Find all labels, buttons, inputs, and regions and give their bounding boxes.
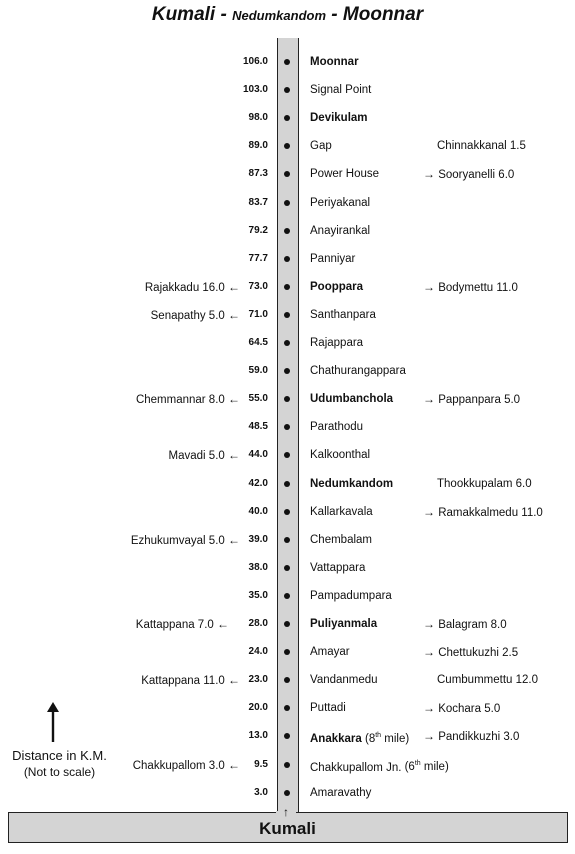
right-arrow-icon: → <box>423 645 435 660</box>
stop-row <box>0 757 575 773</box>
stop-dot-icon <box>284 256 290 262</box>
right-arrow-icon: → <box>423 617 435 631</box>
stop-dot-icon <box>284 762 290 768</box>
stop-dot-icon <box>284 312 290 318</box>
title-via: Nedumkandom <box>232 8 327 23</box>
stop-dot-icon <box>284 424 290 430</box>
origin-label: Kumali <box>259 819 316 838</box>
stop-row <box>0 138 575 154</box>
title-separator: - <box>326 4 343 25</box>
branch-left <box>145 279 240 296</box>
branch-right-label: Thookkupalam 6.0 <box>437 477 532 490</box>
stop-name: Power House <box>310 168 380 181</box>
stop-row <box>0 588 575 604</box>
stop-distance: 40.0 <box>248 505 268 517</box>
stop-row <box>0 700 575 716</box>
stop-name: Amayar <box>310 646 350 659</box>
stop-distance: 98.0 <box>248 112 268 124</box>
stop-distance: 106.0 <box>242 56 268 67</box>
branch-left-label: Kattappana 7.0 <box>135 619 214 631</box>
stop-distance: 3.0 <box>254 786 268 798</box>
stop-distance: 73.0 <box>248 280 268 292</box>
stop-dot-icon <box>284 396 290 402</box>
stop-dot-icon <box>284 228 290 234</box>
stop-name: Kallarkavala <box>310 505 373 518</box>
stop-name: Chakkupallom Jn. (6th mile) <box>310 760 449 774</box>
left-arrow-icon: ← <box>228 448 240 463</box>
stop-dot-icon <box>284 565 290 571</box>
stop-dot-icon <box>284 171 290 177</box>
stop-distance: 23.0 <box>248 674 268 686</box>
stop-distance: 79.2 <box>248 224 268 236</box>
stop-name: Amaravathy <box>310 786 372 799</box>
stop-dot-icon <box>284 509 290 515</box>
branch-right <box>437 476 532 492</box>
stop-name: Rajappara <box>310 337 364 349</box>
stop-row <box>0 307 575 323</box>
stop-name: Chembalam <box>310 533 372 546</box>
branch-left-label: Chakkupallom 3.0 <box>132 759 225 772</box>
stop-row <box>0 785 575 801</box>
branch-right-label: Bodymettu 11.0 <box>438 281 518 294</box>
branch-right <box>423 391 520 408</box>
left-arrow-icon: ← <box>228 757 240 772</box>
branch-right-label: Pappanpara 5.0 <box>438 394 521 407</box>
stop-dot-icon <box>284 790 290 796</box>
stop-distance: 77.7 <box>248 252 268 264</box>
left-arrow-icon: ← <box>228 673 240 688</box>
stop-row <box>0 728 575 744</box>
branch-left <box>141 672 240 689</box>
branch-right-label: Pandikkuzhi 3.0 <box>438 731 520 744</box>
right-arrow-icon: → <box>423 729 435 744</box>
branch-right <box>423 166 514 183</box>
stop-row <box>0 335 575 351</box>
left-arrow-icon: ← <box>228 279 240 294</box>
title-to: Moonnar <box>342 4 424 25</box>
stop-row <box>0 532 575 548</box>
stop-dot-icon <box>284 368 290 374</box>
branch-right <box>423 644 518 661</box>
left-arrow-icon: ← <box>228 392 240 407</box>
branch-left <box>151 307 240 324</box>
stop-dot-icon <box>284 649 290 655</box>
stop-name: Udumbanchola <box>310 393 394 406</box>
branch-right-label: Kochara 5.0 <box>438 703 501 716</box>
stop-row <box>0 363 575 379</box>
stop-distance: 71.0 <box>248 308 268 320</box>
stop-row <box>0 54 575 70</box>
stop-dot-icon <box>284 733 290 739</box>
branch-right-label: Sooryanelli 6.0 <box>438 169 515 182</box>
stop-name: Moonnar <box>310 56 359 68</box>
stop-name: Devikulam <box>310 112 368 125</box>
stop-name: Vandanmedu <box>310 674 378 687</box>
stop-name: Pampadumpara <box>310 589 392 602</box>
stop-row <box>0 279 575 295</box>
stop-name: Puliyanmala <box>310 618 378 630</box>
stop-row <box>0 166 575 182</box>
stop-distance: 35.0 <box>248 589 268 601</box>
stop-row <box>0 644 575 660</box>
stop-row <box>0 82 575 98</box>
stop-row <box>0 195 575 211</box>
stop-distance: 83.7 <box>248 196 268 208</box>
stop-dot-icon <box>284 621 290 627</box>
stop-dot-icon <box>284 705 290 711</box>
up-arrow-icon: ↑ <box>283 805 289 819</box>
branch-right-label: Chinnakkanal 1.5 <box>437 140 526 153</box>
branch-left-label: Mavadi 5.0 <box>168 450 225 463</box>
legend-note: (Not to scale) <box>23 765 96 779</box>
stop-row <box>0 223 575 239</box>
stop-dot-icon <box>284 87 290 93</box>
stop-dot-icon <box>284 537 290 543</box>
right-arrow-icon: → <box>423 504 435 519</box>
stop-mile-note: (6th mile) <box>401 760 449 774</box>
stop-row <box>0 419 575 435</box>
branch-left-label: Senapathy 5.0 <box>150 309 225 322</box>
branch-left-label: Rajakkadu 16.0 <box>144 281 225 294</box>
stop-dot-icon <box>284 115 290 121</box>
stop-dot-icon <box>284 452 290 458</box>
stop-distance: 87.3 <box>248 168 268 180</box>
stop-row <box>0 251 575 267</box>
branch-right <box>423 504 543 521</box>
branch-right <box>423 616 507 633</box>
stop-name: Chathurangappara <box>310 365 406 378</box>
stop-name: Panniyar <box>310 252 356 265</box>
stop-distance: 24.0 <box>248 646 268 658</box>
branch-right-label: Cumbummettu 12.0 <box>437 674 538 687</box>
stop-name: Nedumkandom <box>310 477 394 490</box>
branch-right-label: Chettukuzhi 2.5 <box>438 647 519 660</box>
stop-distance: 42.0 <box>248 477 268 489</box>
stop-name: Parathodu <box>310 421 364 434</box>
branch-left-label: Kattappana 11.0 <box>141 675 225 688</box>
left-arrow-icon: ← <box>217 617 229 631</box>
stop-distance: 59.0 <box>248 365 268 377</box>
stop-row <box>0 672 575 688</box>
stop-distance: 48.5 <box>248 421 268 433</box>
stop-dot-icon <box>284 200 290 206</box>
stop-name: Signal Point <box>310 84 372 97</box>
branch-right <box>423 279 518 296</box>
stop-row <box>0 560 575 576</box>
branch-left <box>136 616 229 633</box>
stop-row <box>0 391 575 407</box>
stop-row <box>0 504 575 520</box>
branch-left <box>131 532 240 549</box>
branch-right <box>423 700 500 717</box>
right-arrow-icon: → <box>423 167 435 182</box>
stop-distance: 64.5 <box>248 337 268 348</box>
stop-name: Anayirankal <box>310 224 371 237</box>
branch-right <box>437 672 538 688</box>
stop-row <box>0 110 575 126</box>
right-arrow-icon: → <box>423 392 435 407</box>
branch-left <box>136 391 240 408</box>
stop-dot-icon <box>284 59 290 65</box>
stop-distance: 103.0 <box>242 84 268 96</box>
stop-name: Puttadi <box>310 702 346 715</box>
stop-dot-icon <box>284 481 290 487</box>
stop-dot-icon <box>284 677 290 683</box>
stop-mile-note: (8th mile) <box>361 732 410 746</box>
stop-distance: 9.5 <box>254 758 268 770</box>
left-arrow-icon: ← <box>228 532 240 547</box>
branch-right <box>423 728 519 745</box>
stop-dot-icon <box>284 593 290 599</box>
left-arrow-icon: ← <box>228 307 240 322</box>
title-from: Kumali <box>151 4 216 25</box>
branch-right <box>437 138 526 154</box>
legend-title: Distance in K.M. <box>12 748 107 763</box>
diagram-title <box>0 4 575 26</box>
stop-distance: 44.0 <box>248 449 268 461</box>
branch-right-label: Balagram 8.0 <box>438 619 507 631</box>
stop-distance: 89.0 <box>248 140 268 152</box>
branch-left <box>133 757 240 774</box>
stop-row <box>0 616 575 632</box>
stop-name: Kalkoonthal <box>310 449 371 462</box>
stop-dot-icon <box>284 340 290 346</box>
stop-distance: 13.0 <box>248 730 268 742</box>
stop-distance: 38.0 <box>248 561 268 573</box>
stop-distance: 39.0 <box>248 533 268 545</box>
stop-dot-icon <box>284 284 290 290</box>
right-arrow-icon: → <box>423 701 435 716</box>
title-separator: - <box>215 4 233 25</box>
right-arrow-icon: → <box>423 279 435 294</box>
stop-name: Pooppara <box>310 280 364 293</box>
stop-name: Periyakanal <box>310 196 371 209</box>
stop-row <box>0 447 575 463</box>
stop-distance: 20.0 <box>248 702 268 714</box>
stop-name: Vattappara <box>310 561 366 574</box>
branch-right-label: Ramakkalmedu 11.0 <box>438 506 543 519</box>
stop-distance: 28.0 <box>248 618 268 629</box>
stop-name: Anakkara (8th mile) <box>310 732 410 746</box>
branch-left <box>169 447 240 464</box>
branch-left-label: Ezhukumvayal 5.0 <box>130 534 225 547</box>
stop-name: Santhanpara <box>310 308 376 321</box>
stop-dot-icon <box>284 143 290 149</box>
branch-left-label: Chemmannar 8.0 <box>135 394 225 407</box>
stop-row <box>0 476 575 492</box>
stop-name: Gap <box>310 140 332 153</box>
stop-distance: 55.0 <box>248 393 268 405</box>
